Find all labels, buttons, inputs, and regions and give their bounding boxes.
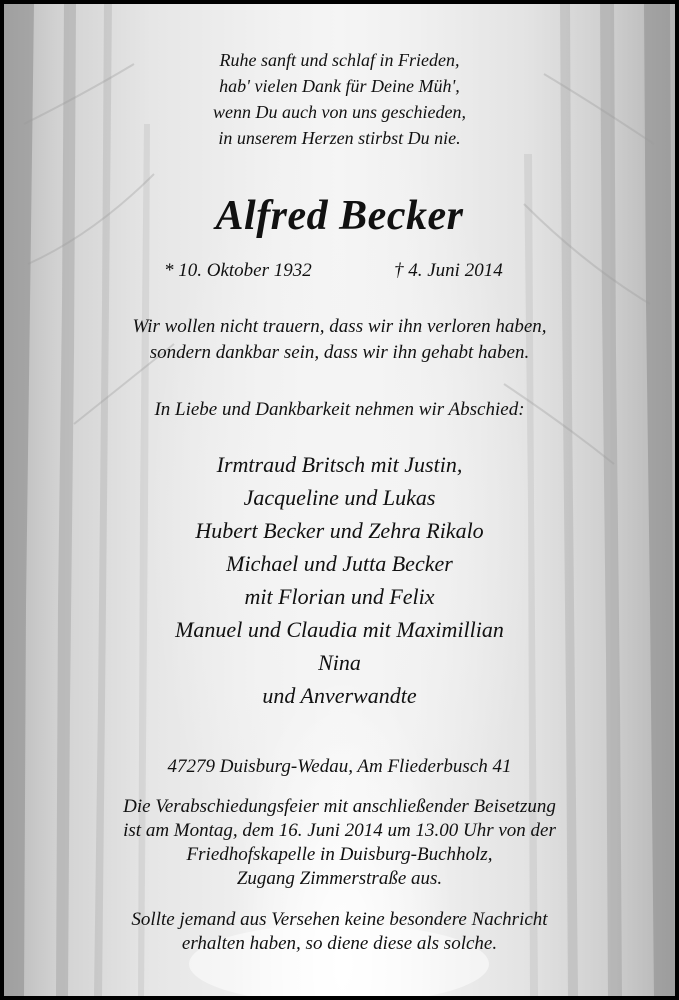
quote-line: Wir wollen nicht trauern, dass wir ihn verloren haben, — [132, 316, 547, 337]
poem-line: wenn Du auch von uns geschieden, — [213, 102, 466, 122]
ceremony-line: Zugang Zimmerstraße aus. — [236, 868, 443, 889]
family-member: mit Florian und Felix — [244, 584, 435, 609]
family-member: Michael und Jutta Becker — [226, 551, 453, 576]
family-member: Jacqueline und Lukas — [243, 485, 436, 510]
ceremony-line: Die Verabschiedungsfeier mit anschließender Beisetzung — [123, 796, 556, 817]
family-member: Hubert Becker und Zehra Rikalo — [195, 518, 484, 543]
family-member: und Anverwandte — [262, 683, 417, 708]
poem-line: hab' vielen Dank für Deine Müh', — [219, 76, 460, 96]
family-member: Manuel und Claudia mit Maximillian — [175, 617, 504, 642]
death-date: † 4. Juni 2014 — [394, 260, 503, 281]
poem-line: in unserem Herzen stirbst Du nie. — [218, 128, 461, 148]
family-member: Nina — [318, 650, 361, 675]
life-dates — [4, 260, 675, 286]
ceremony-line: ist am Montag, dem 16. Juni 2014 um 13.00 Uhr von der — [123, 820, 556, 841]
deceased-name: Alfred Becker — [215, 193, 464, 239]
notice-line: erhalten haben, so diene diese als solche. — [181, 933, 498, 954]
farewell-line: In Liebe und Dankbarkeit nehmen wir Abschied: — [154, 399, 525, 420]
ceremony-line: Friedhofskapelle in Duisburg-Buchholz, — [186, 844, 493, 865]
family-member: Irmtraud Britsch mit Justin, — [216, 452, 463, 477]
birth-date: * 10. Oktober 1932 — [164, 260, 312, 281]
quote-line: sondern dankbar sein, dass wir ihn gehabt haben. — [149, 342, 530, 363]
poem-line: Ruhe sanft und schlaf in Frieden, — [219, 50, 460, 70]
address-line: 47279 Duisburg-Wedau, Am Fliederbusch 41 — [167, 756, 512, 777]
notice-line: Sollte jemand aus Versehen keine besondere Nachricht — [131, 909, 548, 930]
